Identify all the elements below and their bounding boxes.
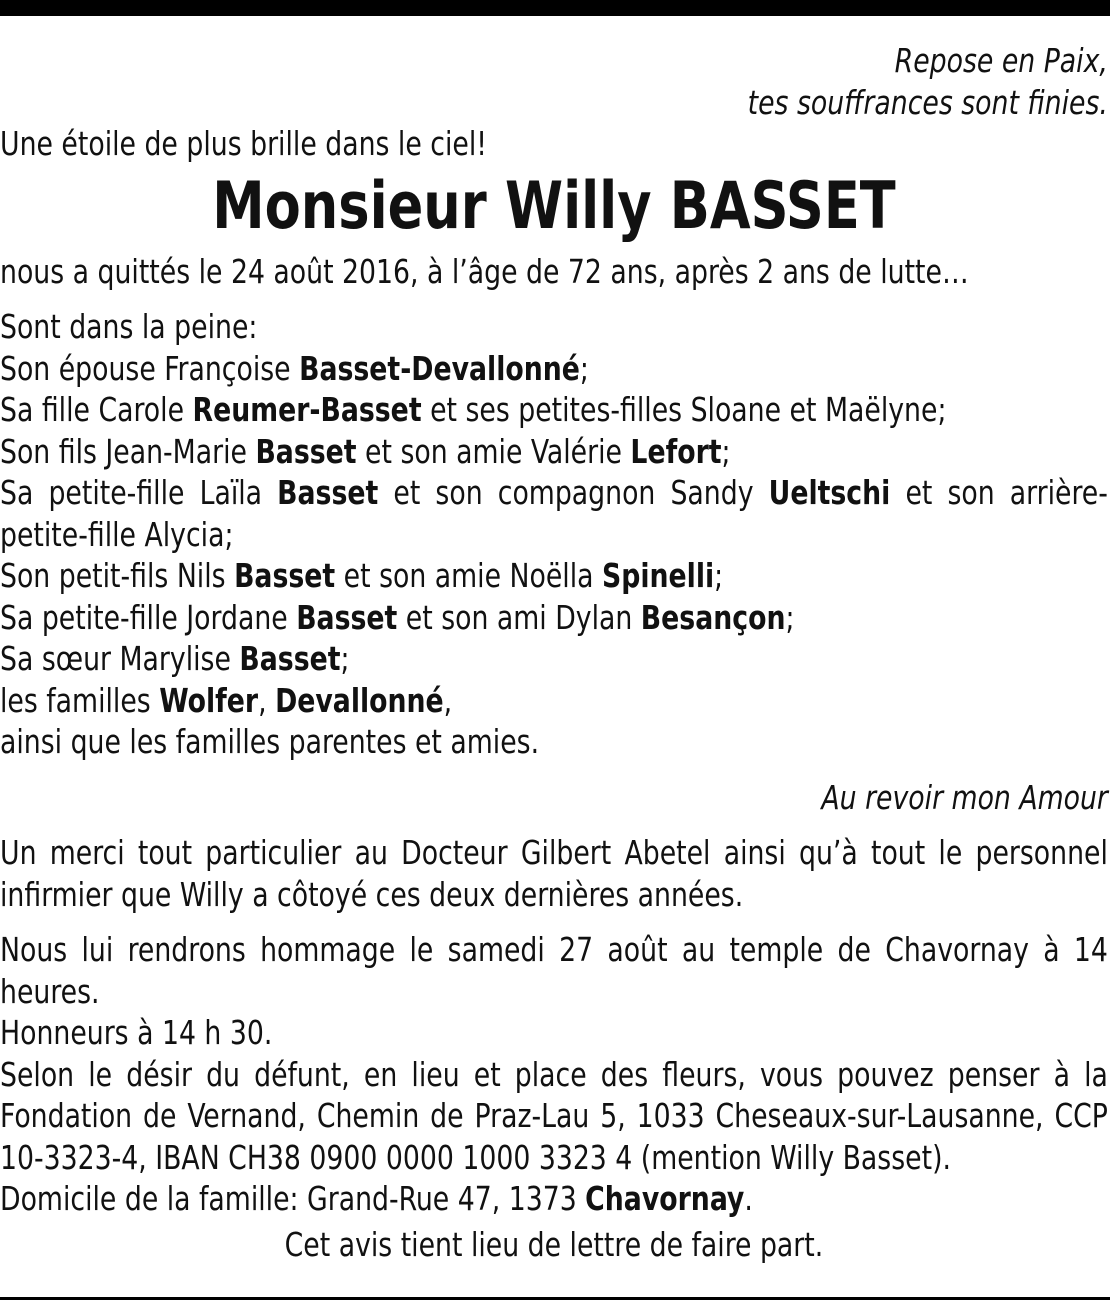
epigraph-line-1: Repose en Paix, [894,41,1108,80]
mourner-line: Son fils Jean-Marie Basset et son amie Valérie Lefort; [0,431,731,471]
donation-paragraph: Selon le désir du défunt, en lieu et place des fleurs, vous pouvez penser à la Fondation de Vernand, Chemin de Praz-Lau 5, 1033 Cheseaux-sur-Lausanne, CCP 10-3323-4, IBAN CH38 0900 0000 1000 3323 4 (mention Willy Basset). [0,1054,1108,1177]
honours-line: Honneurs à 14 h 30. [0,1013,273,1052]
farewell-line: Au revoir mon Amour [821,777,1108,817]
thanks-paragraph: Un merci tout particulier au Docteur Gilbert Abetel ainsi qu’à tout le personnel infirmier que Willy a côtoyé ces deux dernières années. [0,833,1108,914]
mourner-line: Sa fille Carole Reumer-Basset et ses petites-filles Sloane et Maëlyne; [0,390,947,429]
deceased-name-title: Monsieur Willy BASSET [212,168,896,244]
mourner-line: Sa sœur Marylise Basset; [0,639,350,678]
mourner-line: Son épouse Françoise Basset-Devallonné; [0,348,589,388]
domicile-line: Domicile de la famille: Grand-Rue 47, 1373 Chavornay. [0,1179,753,1218]
announcement: nous a quittés le 24 août 2016, à l’âge de 72 ans, après 2 ans de lutte… [0,251,969,291]
intro-line: Une étoile de plus brille dans le ciel! [0,124,487,163]
mourner-line: Sa petite-fille Laïla Basset et son compagnon Sandy Ueltschi et son arrière-petite-fille Alycia; [0,473,1108,554]
ceremony-paragraph: Nous lui rendrons hommage le samedi 27 août au temple de Chavornay à 14 heures. [0,930,1108,1011]
mourner-line: Sa petite-fille Jordane Basset et son ami Dylan Besançon; [0,597,795,637]
obituary-notice [0,40,1108,1265]
mourner-line: Son petit-fils Nils Basset et son amie Noëlla Spinelli; [0,556,724,595]
mourners-heading: Sont dans la peine: [0,307,258,346]
bottom-rule [0,1297,1110,1300]
mourners-closing: ainsi que les familles parentes et amies. [0,722,540,761]
mourners-list [0,348,1108,722]
footer-line: Cet avis tient lieu de lettre de faire part. [284,1224,824,1264]
mourner-line: les familles Wolfer, Devallonné, [0,680,453,720]
top-rule [0,0,1110,16]
epigraph-line-2: tes souffrances sont finies. [747,82,1108,122]
